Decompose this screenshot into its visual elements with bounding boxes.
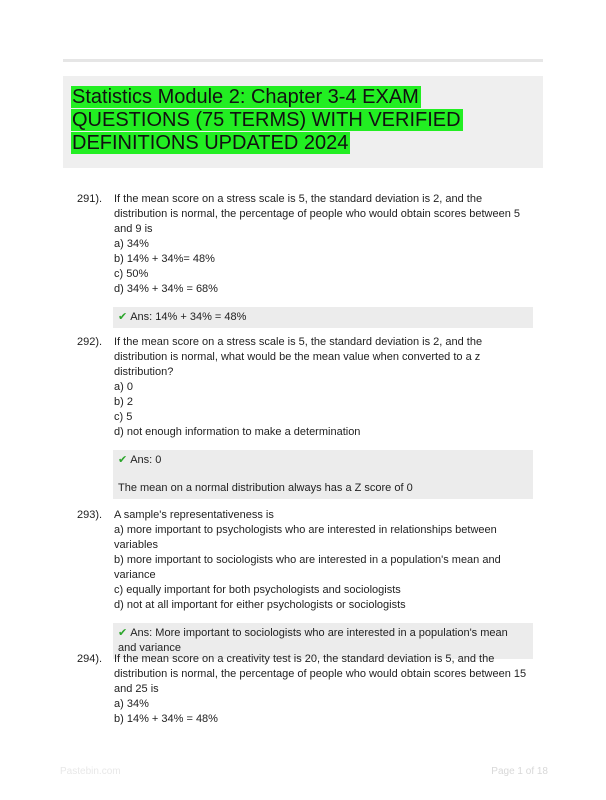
question-number: 292).: [77, 336, 103, 348]
option-b: b) more important to sociologists who are interested in a population's mean and variance: [114, 554, 501, 581]
option-a: a) 34%: [114, 698, 149, 710]
page-title-text: Statistics Module 2: Chapter 3-4 EXAM QUESTIONS (75 TERMS) WITH VERIFIED DEFINITIONS UPDATED 2024: [72, 86, 461, 154]
option-d: d) not enough information to make a determination: [114, 426, 361, 438]
answer-text: Ans: More important to sociologists who are interested in a population's mean and variance: [118, 627, 508, 654]
question-body: [114, 652, 538, 727]
question-number: 294).: [77, 653, 103, 665]
answer-box: [113, 307, 533, 328]
footer-watermark: Pastebin.com: [60, 766, 121, 777]
option-c: c) 5: [114, 411, 133, 423]
option-b: b) 2: [114, 396, 133, 408]
question-text: If the mean score on a creativity test is 20, the standard deviation is 5, and the distribution is normal, the percentage of people who would obtain scores between 15 and 25 is: [114, 653, 527, 695]
check-icon: ✔: [118, 311, 128, 323]
check-icon: ✔: [118, 454, 128, 466]
question-body: [114, 508, 538, 659]
option-c: c) 50%: [114, 268, 149, 280]
question-text: If the mean score on a stress scale is 5, the standard deviation is 2, and the distribution is normal, what would be the mean value when converted to a z distribution?: [114, 336, 483, 378]
check-icon: ✔: [118, 627, 128, 639]
top-divider: [63, 59, 543, 62]
answer-box: [113, 450, 533, 499]
option-a: a) more important to psychologists who are interested in relationships between variables: [114, 524, 497, 551]
option-c: c) equally important for both psychologists and sociologists: [114, 584, 401, 596]
question-text: A sample's representativeness is: [114, 509, 274, 521]
option-b: b) 14% + 34% = 48%: [114, 713, 218, 725]
question-body: [114, 335, 538, 499]
question-text: If the mean score on a stress scale is 5, the standard deviation is 2, and the distribution is normal, the percentage of people who would obtain scores between 5 and 9 is: [114, 193, 521, 235]
option-b: b) 14% + 34%= 48%: [114, 253, 215, 265]
title-banner: [63, 76, 543, 168]
answer-explanation: The mean on a normal distribution always has a Z score of 0: [118, 482, 413, 494]
question-number: 291).: [77, 193, 103, 205]
page-number: Page 1 of 18: [491, 766, 548, 777]
page-title: [71, 86, 511, 155]
option-d: d) not at all important for either psychologists or sociologists: [114, 599, 406, 611]
option-a: a) 0: [114, 381, 133, 393]
option-a: a) 34%: [114, 238, 149, 250]
answer-text: Ans: 14% + 34% = 48%: [130, 311, 247, 323]
question-body: [114, 192, 538, 328]
option-d: d) 34% + 34% = 68%: [114, 283, 218, 295]
answer-text: Ans: 0: [130, 454, 162, 466]
question-number: 293).: [77, 509, 103, 521]
